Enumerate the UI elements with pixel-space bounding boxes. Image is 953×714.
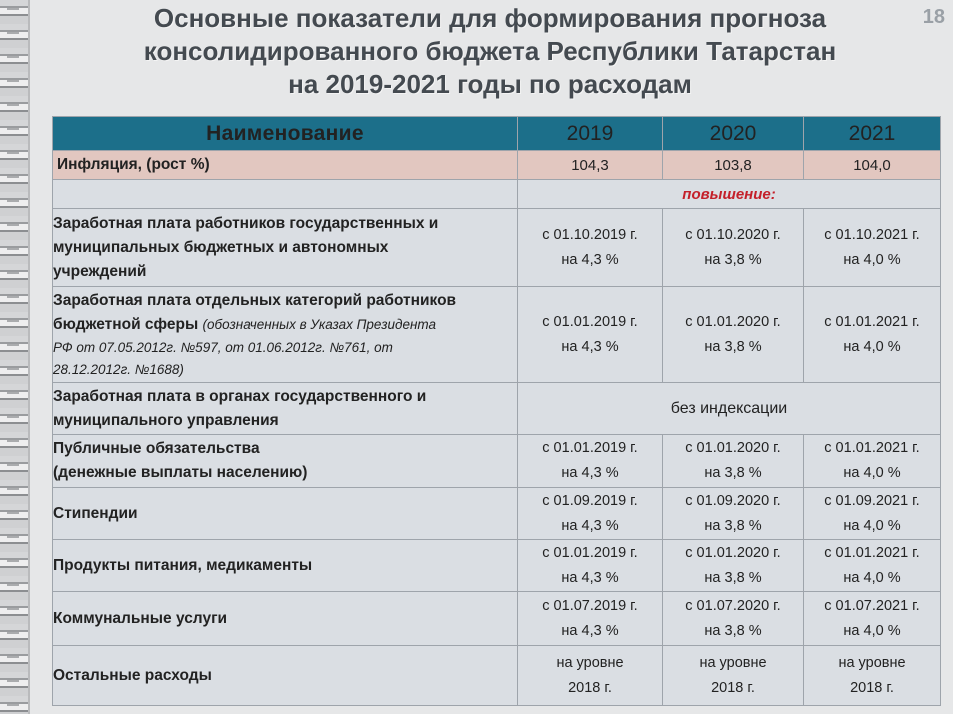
inflation-2021: 104,0 bbox=[804, 151, 941, 180]
table-row bbox=[53, 209, 941, 287]
no-indexation-cell: без индексации bbox=[518, 383, 941, 435]
cell-value: на уровне 2018 г. bbox=[804, 646, 941, 706]
cell-value: с 01.07.2020 г. на 3,8 % bbox=[663, 592, 804, 646]
header-year-2021: 2021 bbox=[804, 117, 941, 151]
inflation-label: Инфляция, (рост %) bbox=[53, 151, 518, 180]
slide-title bbox=[60, 2, 920, 101]
inflation-2020: 103,8 bbox=[663, 151, 804, 180]
row-name-utilities: Коммунальные услуги bbox=[53, 592, 518, 646]
table-row bbox=[53, 435, 941, 488]
row-name-public-obligations: Публичные обязательства (денежные выплаты населению) bbox=[53, 435, 518, 488]
row-name-salary-state: Заработная плата работников государственных и муниципальных бюджетных и автономных учреждений bbox=[53, 209, 518, 287]
cell-value: с 01.01.2021 г. на 4,0 % bbox=[804, 435, 941, 488]
row-name-salary-government: Заработная плата в органах государственного и муниципального управления bbox=[53, 383, 518, 435]
page-number: 18 bbox=[922, 6, 945, 28]
chain-border-decoration bbox=[0, 0, 30, 714]
cell-value: с 01.10.2019 г. на 4,3 % bbox=[518, 209, 663, 287]
increase-label: повышение: bbox=[518, 180, 941, 209]
table-header-row bbox=[53, 117, 941, 151]
table-row bbox=[53, 287, 941, 383]
table-row bbox=[53, 488, 941, 540]
cell-value: на уровне 2018 г. bbox=[518, 646, 663, 706]
inflation-row bbox=[53, 151, 941, 180]
table-row bbox=[53, 592, 941, 646]
header-year-2020: 2020 bbox=[663, 117, 804, 151]
title-line-1: Основные показатели для формирования прогноза bbox=[153, 3, 827, 33]
cell-value: с 01.09.2021 г. на 4,0 % bbox=[804, 488, 941, 540]
cell-value: с 01.01.2021 г. на 4,0 % bbox=[804, 540, 941, 592]
cell-value: с 01.10.2020 г. на 3,8 % bbox=[663, 209, 804, 287]
increase-empty-cell bbox=[53, 180, 518, 209]
inflation-2019: 104,3 bbox=[518, 151, 663, 180]
cell-value: с 01.01.2019 г. на 4,3 % bbox=[518, 540, 663, 592]
cell-value: с 01.01.2020 г. на 3,8 % bbox=[663, 287, 804, 383]
row-name-stipends: Стипендии bbox=[53, 488, 518, 540]
cell-value: с 01.10.2021 г. на 4,0 % bbox=[804, 209, 941, 287]
table-row bbox=[53, 383, 941, 435]
title-line-2: консолидированного бюджета Республики Татарстан bbox=[143, 36, 837, 66]
cell-value: с 01.01.2020 г. на 3,8 % bbox=[663, 435, 804, 488]
table-row bbox=[53, 540, 941, 592]
cell-value: с 01.01.2019 г. на 4,3 % bbox=[518, 287, 663, 383]
title-line-3: на 2019-2021 годы по расходам bbox=[288, 69, 692, 99]
row-name-food-medicine: Продукты питания, медикаменты bbox=[53, 540, 518, 592]
header-name: Наименование bbox=[53, 117, 518, 151]
cell-value: с 01.01.2019 г. на 4,3 % bbox=[518, 435, 663, 488]
row-name-other: Остальные расходы bbox=[53, 646, 518, 706]
increase-header-row bbox=[53, 180, 941, 209]
cell-value: с 01.09.2019 г. на 4,3 % bbox=[518, 488, 663, 540]
cell-value: с 01.07.2019 г. на 4,3 % bbox=[518, 592, 663, 646]
cell-value: с 01.01.2021 г. на 4,0 % bbox=[804, 287, 941, 383]
cell-value: с 01.01.2020 г. на 3,8 % bbox=[663, 540, 804, 592]
table-row bbox=[53, 646, 941, 706]
cell-value: с 01.07.2021 г. на 4,0 % bbox=[804, 592, 941, 646]
budget-indicators-table bbox=[52, 116, 941, 706]
header-year-2019: 2019 bbox=[518, 117, 663, 151]
cell-value: на уровне 2018 г. bbox=[663, 646, 804, 706]
row-name-salary-categories: Заработная плата отдельных категорий работников бюджетной сферы (обозначенных в Указах Президента РФ от 07.05.2012г. №597, от 01.06.2012г. №761, от 28.12.2012г. №1688) bbox=[53, 287, 518, 383]
cell-value: с 01.09.2020 г. на 3,8 % bbox=[663, 488, 804, 540]
